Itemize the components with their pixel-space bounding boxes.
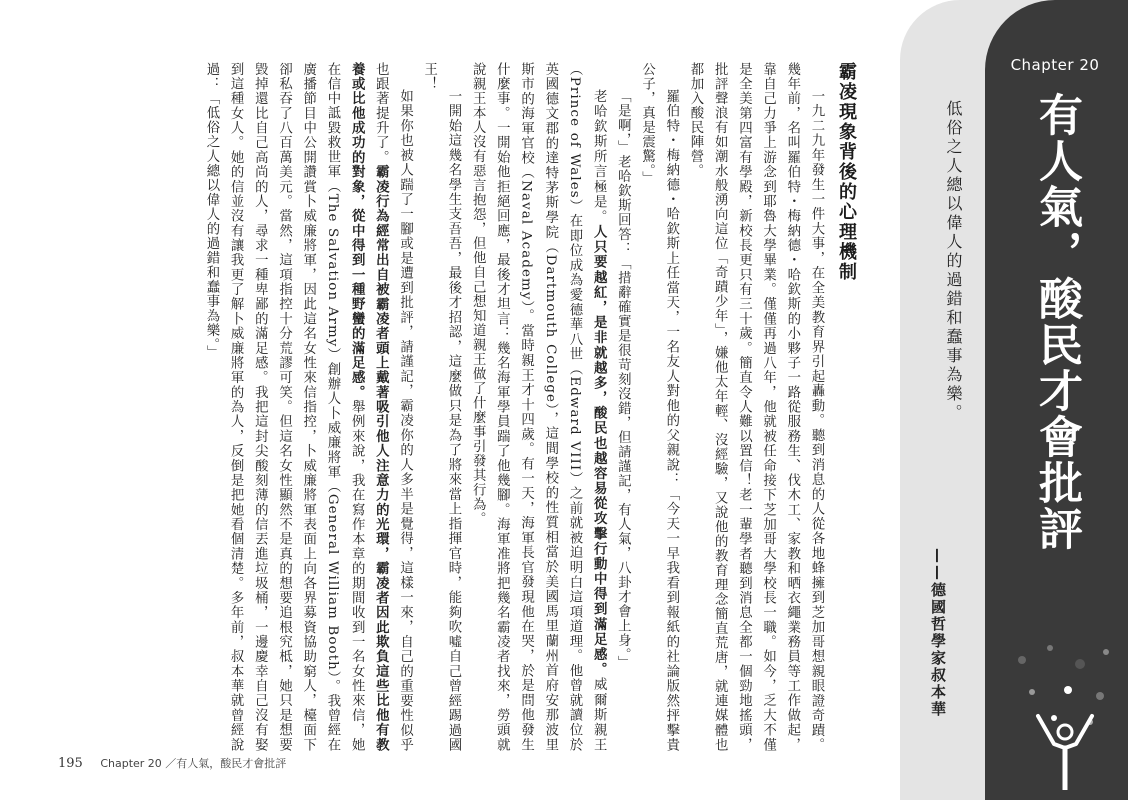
paragraph-4-emphasis: 人只要越紅，是非就越多，酸民也越容易從攻擊行動中得到滿足感。 — [591, 224, 607, 678]
paragraph-3: 「是啊，」老哈欽斯回答：「措辭確實是很苛刻沒錯，但請謹記，有人氣，八卦才會上身。」 — [615, 88, 631, 670]
paragraph-4-lead: 老哈欽斯所言極是。 — [591, 88, 607, 225]
chapter-label: Chapter 20 — [1010, 56, 1100, 74]
paragraph-4-rest: 威爾斯親王（Prince of Wales）在即位成為愛德華八世（Edward VIII）之前就被迫明白這項道理。他曾就讀位於英國德文郡的達特茅斯學院（Dartmouth College），這間學校的性質相當於美國馬里蘭州首府安那波里斯市的海軍官校（Naval Academy）。當時親王才十四歲。有一天，海軍長官發現他在哭，於是問他發生什麼事。一開始他拒絕回應，最後才坦言：幾名海軍學員踹了他幾腳。海軍准將把幾名霸凌者找來，勞頭就說親王本人沒有惡言抱怨，但他自己想知道親王做了什麼事引發其行為。 — [470, 62, 607, 752]
epigraph-attribution: ——德國哲學家叔本華 — [929, 548, 947, 718]
paragraph-6 — [199, 62, 417, 752]
person-raised-arms-icon — [1030, 710, 1100, 790]
paragraph-4 — [465, 62, 610, 752]
paragraph-6-lead: 如果你也被人踹了一腳或是遭到批評，請謹記，霸凌你的人多半是覺得，這樣一來，自己的重要性似乎也跟著提升了。 — [373, 62, 413, 752]
paragraph-6-rest: 舉例來說，我在寫作本章的期間收到一名女性來信，她在信中詆毀救世軍（The Salvation Army）創辦人卜威廉將軍（General William Booth）。我曾經在廣播節目中公開讚賞卜威廉將軍，因此這名女性來信指控，卜威廉將軍表面上向各界募資協助窮人，檯面下卻私吞了八百萬美元。當然，這項指控十分荒謬可笑。但這名女性顯然不是真的想要追根究柢，她只是想要毀掉還比自己高尚的人，尋求一種卑鄙的滿足感。我把這封尖酸刻薄的信丟進垃圾桶，一邊慶幸自己沒有娶到這種女人。她的信並沒有讓我更了解卜威廉將軍的為人，反倒是把她看個清楚。多年前，叔本華就曾經說過：「低俗之人總以偉人的過錯和蠢事為樂。」 — [203, 62, 365, 752]
paragraph-5: 一開始這幾名學生支吾吾，最後才招認，這麼做只是為了將來當上指揮官時，能夠吹噓自己曾經踢過國王！ — [421, 62, 461, 752]
section-heading: 霸凌現象背後的心理機制 — [836, 62, 857, 282]
running-title: Chapter 20 ／有人氣，酸民才會批評 — [100, 757, 287, 770]
page-number: 195 — [58, 756, 83, 771]
chapter-title: 有人氣，酸民才會批評 — [1031, 92, 1082, 552]
body-text — [58, 62, 828, 752]
paragraph-1: 一九二九年發生一件大事，在全美教育界引起轟動。聽到消息的人從各地蜂擁到芝加哥想親眼證奇蹟。幾年前，名叫羅伯特・梅納德・哈欽斯的小夥子一路從服務生、伐木工、家教和晒衣繩業務員等工作做起，靠自己力爭上游念到耶魯大學畢業。僅僅再過八年，他就被任命接下芝加哥大學校長一職。如今，乏大不僅是全美第四富有學殿，新校長更只有三十歲。簡直令人難以置信！老一輩學者聽到消息全都一個勁地搖頭，批評聲浪有如潮水般湧向這位「奇蹟少年」，嫌他太年輕、沒經驗，又說他的教育理念簡直荒唐，就連媒體也都加入酸民陣營。 — [687, 62, 824, 752]
epigraph-quote: 低俗之人總以偉人的過錯和蠢事為樂。 — [944, 100, 963, 423]
page-footer — [58, 755, 286, 771]
paragraph-2: 羅伯特・梅納德・哈欽斯上任當天，一名友人對他的父親說：「今天一早我看到報紙的社論版然抨擊貴公子，真是震驚。」 — [639, 62, 679, 752]
paragraph-6-emphasis: 霸凌行為經常出自被霸凌者頭上戴著吸引他人注意力的光環，霸凌者因此欺負這些比他有教養或比他成功的對象，從中得到一種野蠻的滿足感。 — [349, 62, 389, 752]
